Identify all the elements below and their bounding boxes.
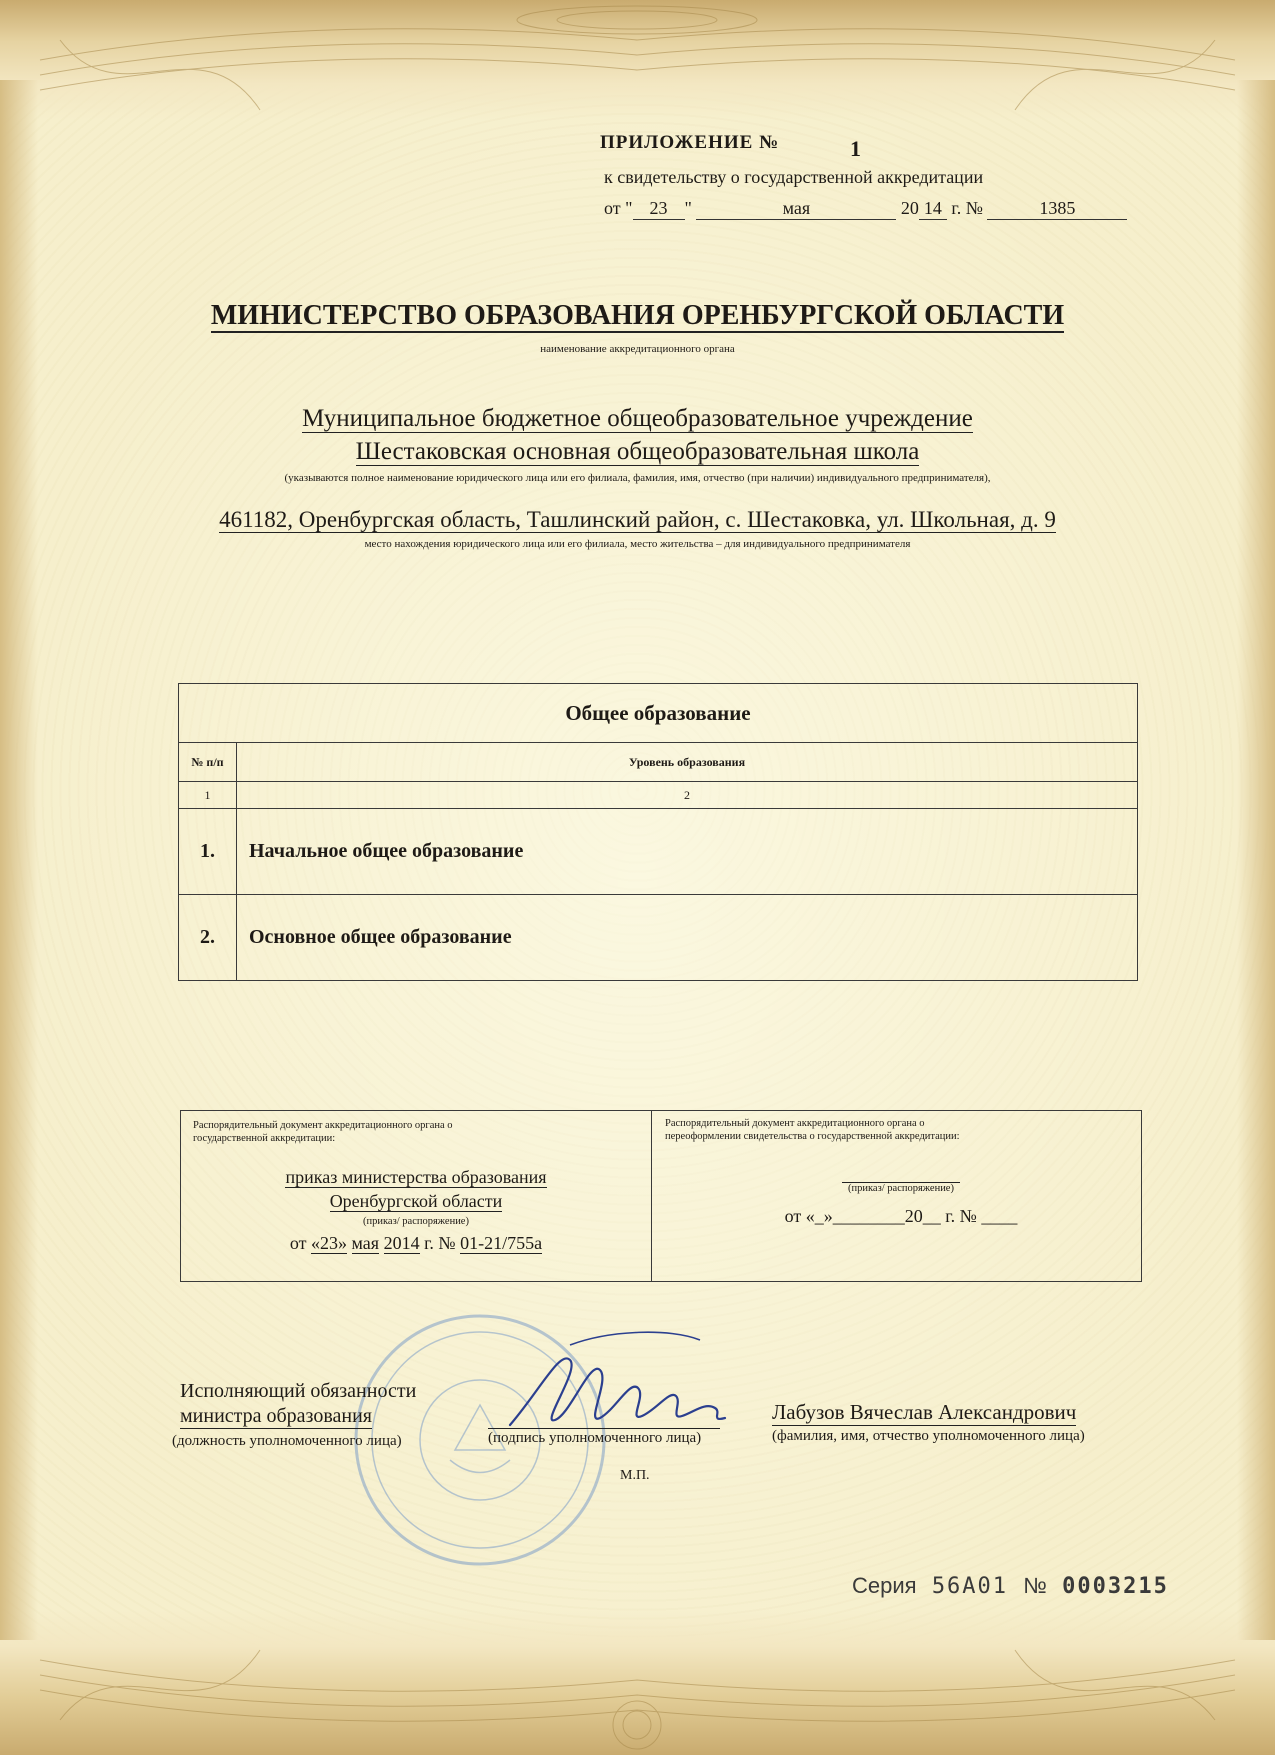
- left-document-date: от «23» мая 2014 г. № 01-21/755а: [289, 1233, 543, 1253]
- name-caption: (фамилия, имя, отчество уполномоченного лица): [772, 1428, 1085, 1444]
- appendix-number: 1: [850, 136, 861, 161]
- column-index-2: 2: [237, 782, 1138, 809]
- date-year-prefix: 20: [900, 198, 919, 218]
- table-row: [179, 895, 1138, 981]
- left-document-sub: (приказ/ распоряжение): [363, 1216, 469, 1227]
- signature-line: [488, 1428, 720, 1429]
- date-day: 23: [633, 198, 685, 220]
- order-documents-box: [180, 1110, 1142, 1282]
- seal-place-label: М.П.: [620, 1468, 650, 1483]
- signer-position-line1: Исполняющий обязанности: [180, 1380, 417, 1402]
- position-caption: (должность уполномоченного лица): [172, 1433, 402, 1449]
- signature-caption: (подпись уполномоченного лица): [488, 1430, 702, 1446]
- organization-caption: (указываются полное наименование юридического лица или его филиала, фамилия, имя, отчество (при наличии) индивидуального предпринимателя),: [284, 472, 991, 484]
- signer-name: Лабузов Вячеслав Александрович: [772, 1400, 1077, 1424]
- education-table-title: Общее образование: [179, 684, 1138, 743]
- organ-caption: наименование аккредитационного органа: [540, 343, 735, 355]
- series-label: Серия: [852, 1573, 917, 1598]
- date-month: мая: [696, 198, 896, 220]
- column-index-1: 1: [179, 782, 237, 809]
- left-document-line1: приказ министерства образования: [285, 1167, 547, 1187]
- right-document-date: от «_»________20__ г. № ____: [784, 1206, 1018, 1226]
- right-document-sub: (приказ/ распоряжение): [661, 1183, 1141, 1194]
- date-prefix: от: [604, 198, 621, 218]
- table-row: [179, 809, 1138, 895]
- organ-title: МИНИСТЕРСТВО ОБРАЗОВАНИЯ ОРЕНБУРГСКОЙ ОБЛАСТИ: [210, 300, 1065, 331]
- organization-name-line1: Муниципальное бюджетное общеобразовательное учреждение: [302, 405, 973, 432]
- column-header-level: Уровень образования: [237, 743, 1138, 782]
- education-table: [178, 683, 1138, 981]
- left-document-line2: Оренбургской области: [329, 1191, 503, 1211]
- appendix-date-line: от " 23 " мая 20 14 г. № 1385: [604, 198, 1164, 220]
- signer-position-line2: министра образования: [180, 1405, 373, 1427]
- column-header-number: № п/п: [179, 743, 237, 782]
- series-code: 56А01: [931, 1574, 1009, 1599]
- series-blank-number: 0003215: [1062, 1574, 1169, 1599]
- date-year-suffix: 14: [919, 198, 947, 220]
- left-document-caption: Распорядительный документ аккредитационного органа о государственной аккредитации:: [193, 1120, 453, 1144]
- row-level: Начальное общее образование: [237, 809, 1138, 895]
- guilloche-top-icon: [0, 0, 1275, 140]
- series-no-label: №: [1023, 1573, 1047, 1598]
- box-divider: [651, 1111, 652, 1281]
- appendix-to-certificate: к свидетельству о государственной аккредитации: [604, 167, 984, 187]
- row-number: 1.: [179, 809, 237, 895]
- row-number: 2.: [179, 895, 237, 981]
- organization-address: 461182, Оренбургская область, Ташлинский район, с. Шестаковка, ул. Школьная, д. 9: [219, 507, 1056, 532]
- date-year-unit: г. №: [951, 198, 983, 218]
- certificate-number: 1385: [987, 198, 1127, 220]
- guilloche-bottom-icon: [0, 1600, 1275, 1755]
- row-level: Основное общее образование: [237, 895, 1138, 981]
- appendix-label: ПРИЛОЖЕНИЕ №: [600, 132, 780, 153]
- address-caption: место нахождения юридического лица или его филиала, место жительства – для индивидуального предпринимателя: [364, 538, 911, 550]
- right-document-caption: Распорядительный документ аккредитационного органа о переоформлении свидетельства о государственной аккредитации:: [665, 1118, 960, 1142]
- series-number: [852, 1573, 1169, 1599]
- handwritten-signature-icon: [500, 1330, 740, 1440]
- organization-name-line2: Шестаковская основная общеобразовательная школа: [355, 438, 920, 465]
